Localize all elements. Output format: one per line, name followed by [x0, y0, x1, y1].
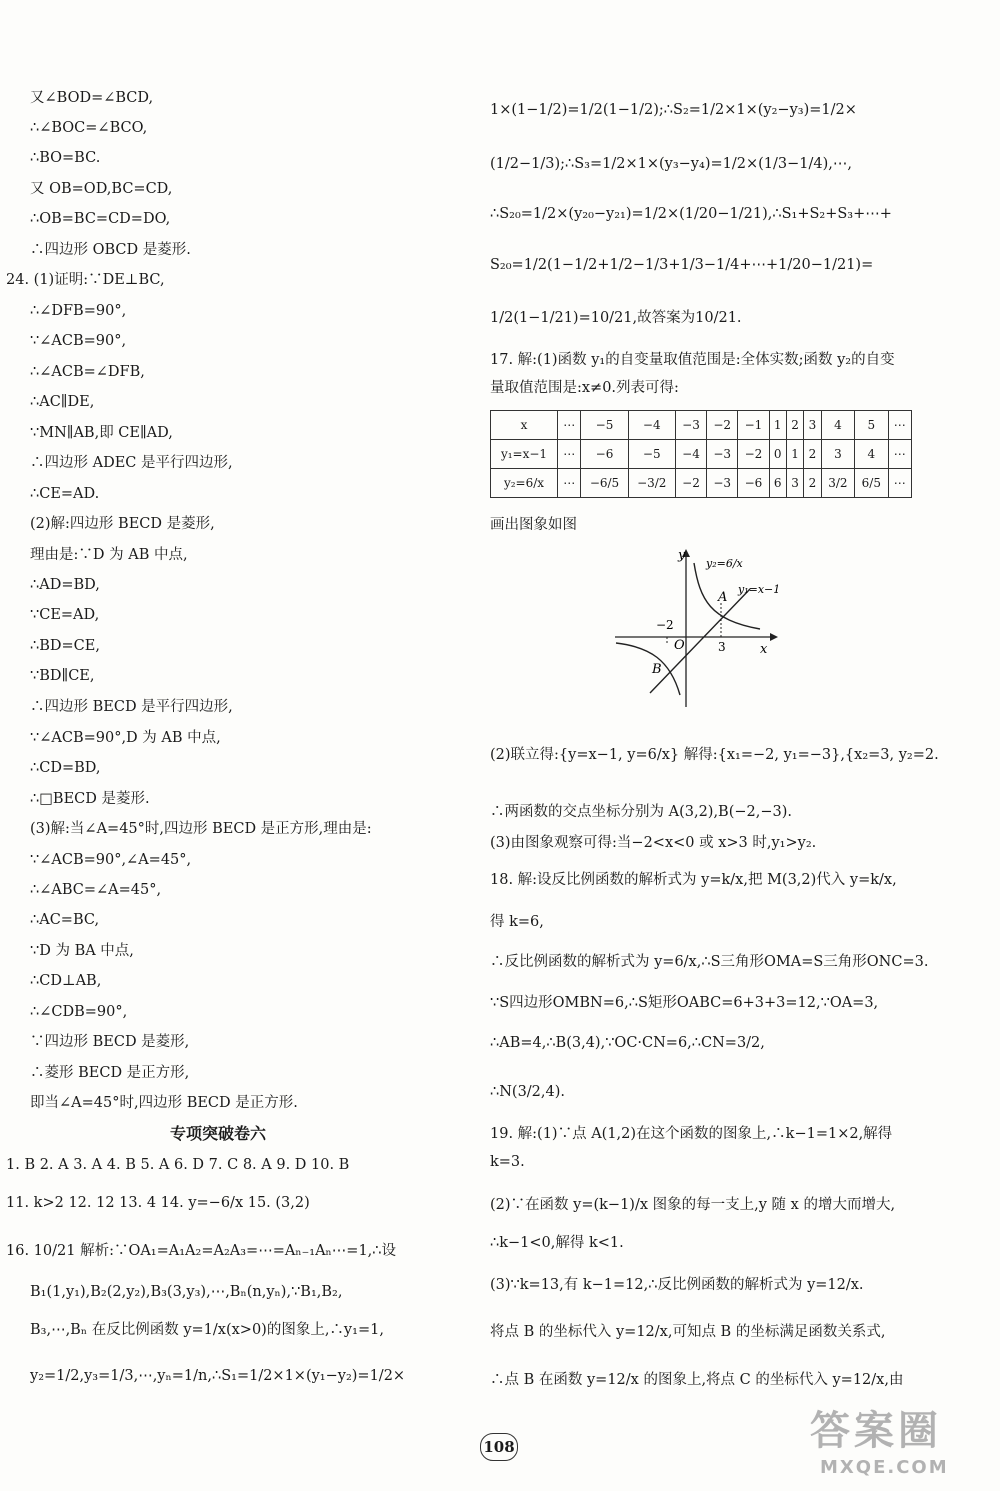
table-cell: y₂=6/x: [491, 469, 558, 498]
line-y1: [650, 589, 750, 693]
text-line: ∵∠ACB=90°,∠A=45°,: [30, 852, 192, 868]
function-graph: [610, 545, 800, 710]
table-cell: −3: [707, 469, 738, 498]
text-line: ∴四边形 BECD 是平行四边形,: [30, 699, 233, 715]
text-line: B₃,⋯,Bₙ 在反比例函数 y=1/x(x>0)的图象上,∴y₁=1,: [30, 1322, 384, 1338]
table-cell: 5: [855, 411, 888, 440]
text-line: (3)由图象观察可得:当−2<x<0 或 x>3 时,y₁>y₂.: [490, 835, 817, 851]
text-line: ∴BD=CE,: [30, 638, 100, 654]
watermark-text: 答案圈: [810, 1408, 942, 1454]
text-line: ∵MN∥AB,即 CE∥AD,: [30, 425, 173, 441]
text-line: ∴∠CDB=90°,: [30, 1004, 128, 1020]
text-line: ∴∠ACB=∠DFB,: [30, 364, 145, 380]
table-cell: 2: [804, 440, 821, 469]
text-line: ∵S四边形OMBN=6,∴S矩形OABC=6+3+3=12,∵OA=3,: [490, 995, 879, 1011]
table-cell: −4: [675, 440, 706, 469]
graph-caption: 画出图象如图: [490, 517, 577, 533]
text-line: (3)解:当∠A=45°时,四边形 BECD 是正方形,理由是:: [30, 821, 372, 837]
table-cell: ⋯: [558, 469, 581, 498]
text-line: ∴∠BOC=∠BCO,: [30, 120, 148, 136]
tick-label-3: 3: [718, 640, 726, 654]
text-line: ∴OB=BC=CD=DO,: [30, 211, 171, 227]
text-line: ∴k−1<0,解得 k<1.: [490, 1235, 624, 1251]
watermark-url: MXQE.COM: [820, 1457, 949, 1478]
text-line: y₂=1/2,y₃=1/3,⋯,yₙ=1/n,∴S₁=1/2×1×(y₁−y₂)=1/2×: [30, 1368, 406, 1384]
text-line: ∴∠ABC=∠A=45°,: [30, 882, 162, 898]
table-cell: −1: [738, 411, 769, 440]
text-line: ∴CE=AD.: [30, 486, 100, 502]
section-title: 专项突破卷六: [170, 1124, 267, 1143]
table-cell: −5: [628, 440, 675, 469]
table-row: [491, 440, 912, 469]
text-line: 又∠BOD=∠BCD,: [30, 90, 154, 106]
text-line: ∴□BECD 是菱形.: [30, 791, 150, 807]
text-line: ∵BD∥CE,: [30, 668, 95, 684]
table-cell: 2: [804, 469, 821, 498]
text-line: ∴四边形 ADEC 是平行四边形,: [30, 455, 233, 471]
table-cell: −3: [707, 440, 738, 469]
text-line: ∴AC∥DE,: [30, 394, 95, 410]
table-cell: −3/2: [628, 469, 675, 498]
table-cell: 4: [821, 411, 854, 440]
text-line: ∴两函数的交点坐标分别为 A(3,2),B(−2,−3).: [490, 804, 792, 820]
text-line: 又 OB=OD,BC=CD,: [30, 181, 173, 197]
y-axis-label: y: [678, 548, 686, 563]
table-cell: 2: [786, 411, 803, 440]
text-line: ∴反比例函数的解析式为 y=6/x,∴S三角形OMA=S三角形ONC=3.: [490, 954, 929, 970]
table-cell: −5: [581, 411, 628, 440]
table-cell: −6/5: [581, 469, 628, 498]
text-line: ∴AC=BC,: [30, 912, 100, 928]
text-line: ∴BO=BC.: [30, 150, 101, 166]
text-line: ∴N(3/2,4).: [490, 1084, 566, 1100]
table-cell: 3: [821, 440, 854, 469]
text-line: (2)∵在函数 y=(k−1)/x 图象的每一支上,y 随 x 的增大而增大,: [490, 1197, 896, 1213]
table-row: [491, 469, 912, 498]
table-cell: −6: [581, 440, 628, 469]
table-cell: y₁=x−1: [491, 440, 558, 469]
question-16: 16. 10/21 解析:∵OA₁=A₁A₂=A₂A₃=⋯=Aₙ₋₁Aₙ⋯=1,∴设: [6, 1243, 397, 1259]
point-b-label: B: [652, 662, 662, 677]
table-cell: −2: [738, 440, 769, 469]
text-line: (1/2−1/3);∴S₃=1/2×1×(y₃−y₄)=1/2×(1/3−1/4),⋯,: [490, 156, 852, 172]
table-cell: 3: [804, 411, 821, 440]
text-line: (3)∵k=13,有 k−1=12,∴反比例函数的解析式为 y=12/x.: [490, 1277, 864, 1293]
table-cell: 3/2: [821, 469, 854, 498]
text-line: ∴四边形 OBCD 是菱形.: [30, 242, 191, 258]
text-line: ∵∠ACB=90°,D 为 AB 中点,: [30, 730, 221, 746]
text-line: 得 k=6,: [490, 914, 544, 930]
text-line: 1/2(1−1/21)=10/21,故答案为10/21.: [490, 310, 742, 326]
text-line: 将点 B 的坐标代入 y=12/x,可知点 B 的坐标满足函数关系式,: [490, 1324, 886, 1340]
table-cell: ⋯: [888, 440, 911, 469]
answers-line: 1. B 2. A 3. A 4. B 5. A 6. D 7. C 8. A 9. D 10. B: [6, 1157, 350, 1173]
text-line: ∴CD⊥AB,: [30, 973, 102, 989]
table-cell: 6/5: [855, 469, 888, 498]
x-axis-arrow-icon: [770, 633, 778, 641]
table-cell: x: [491, 411, 558, 440]
text-line: (2)联立得:{y=x−1, y=6/x} 解得:{x₁=−2, y₁=−3},{x₂=3, y₂=2.: [490, 747, 939, 763]
table-cell: −2: [707, 411, 738, 440]
text-line: ∵四边形 BECD 是菱形,: [30, 1034, 190, 1050]
text-line: k=3.: [490, 1154, 525, 1170]
table-cell: −4: [628, 411, 675, 440]
table-cell: 0: [769, 440, 786, 469]
text-line: S₂₀=1/2(1−1/2+1/2−1/3+1/3−1/4+⋯+1/20−1/21)=: [490, 257, 874, 273]
question-18: 18. 解:设反比例函数的解析式为 y=k/x,把 M(3,2)代入 y=k/x,: [490, 872, 897, 888]
text-line: (2)解:四边形 BECD 是菱形,: [30, 516, 215, 532]
text-line: 理由是:∵D 为 AB 中点,: [30, 547, 188, 563]
curve-y2-branch-2: [616, 643, 680, 695]
text-line: ∴AD=BD,: [30, 577, 100, 593]
line-label: y₁=x−1: [738, 583, 781, 596]
point-a-label: A: [718, 590, 728, 605]
page-number: 108: [480, 1433, 518, 1461]
text-line: ∴点 B 在函数 y=12/x 的图象上,将点 C 的坐标代入 y=12/x,由: [490, 1372, 904, 1388]
text-line: B₁(1,y₁),B₂(2,y₂),B₃(3,y₃),⋯,Bₙ(n,yₙ),∵B₁,B₂,: [30, 1284, 343, 1300]
table-cell: 1: [769, 411, 786, 440]
text-line: ∴CD=BD,: [30, 760, 101, 776]
text-line: ∴S₂₀=1/2×(y₂₀−y₂₁)=1/2×(1/20−1/21),∴S₁+S₂+S₃+⋯+: [490, 206, 892, 222]
x-axis-label: x: [760, 642, 768, 657]
values-table: [490, 410, 912, 498]
text-line: ∴AB=4,∴B(3,4),∵OC·CN=6,∴CN=3/2,: [490, 1035, 765, 1051]
question-24: 24. (1)证明:∵DE⊥BC,: [6, 272, 165, 288]
table-row: [491, 411, 912, 440]
table-cell: −3: [675, 411, 706, 440]
answers-line: 11. k>2 12. 12 13. 4 14. y=−6/x 15. (3,2): [6, 1195, 310, 1211]
watermark: [760, 1395, 990, 1485]
table-cell: 1: [786, 440, 803, 469]
question-19: 19. 解:(1)∵点 A(1,2)在这个函数的图象上,∴k−1=1×2,解得: [490, 1126, 893, 1142]
table-cell: 4: [855, 440, 888, 469]
origin-label: O: [674, 638, 685, 653]
table-cell: ⋯: [558, 411, 581, 440]
table-cell: ⋯: [888, 469, 911, 498]
text-line: 1×(1−1/2)=1/2(1−1/2);∴S₂=1/2×1×(y₂−y₃)=1/2×: [490, 102, 857, 118]
text-line: ∵CE=AD,: [30, 607, 100, 623]
text-line: ∴菱形 BECD 是正方形,: [30, 1065, 190, 1081]
text-line: ∵∠ACB=90°,: [30, 333, 127, 349]
text-line: ∵D 为 BA 中点,: [30, 943, 134, 959]
table-cell: −6: [738, 469, 769, 498]
table-cell: −2: [675, 469, 706, 498]
text-line: 即当∠A=45°时,四边形 BECD 是正方形.: [30, 1095, 298, 1111]
question-17: 17. 解:(1)函数 y₁的自变量取值范围是:全体实数;函数 y₂的自变: [490, 352, 895, 368]
table-cell: 6: [769, 469, 786, 498]
table-cell: ⋯: [558, 440, 581, 469]
text-line: ∴∠DFB=90°,: [30, 303, 127, 319]
text-line: 量取值范围是:x≠0.列表可得:: [490, 380, 679, 396]
table-cell: 3: [786, 469, 803, 498]
tick-label-neg2: −2: [656, 618, 674, 632]
curve-label: y₂=6/x: [706, 557, 743, 570]
table-cell: ⋯: [888, 411, 911, 440]
